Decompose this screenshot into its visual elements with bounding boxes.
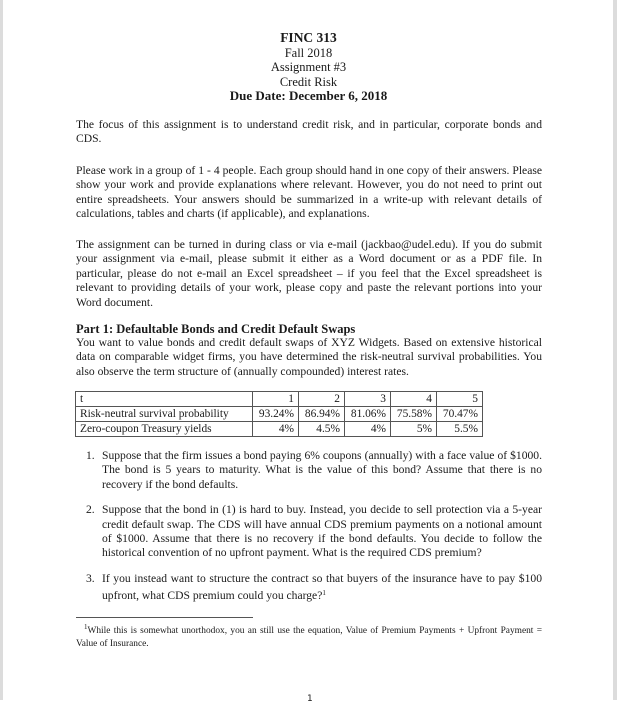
table-cell: Zero-coupon Treasury yields [76, 422, 253, 437]
table-cell: 5% [391, 422, 437, 437]
question-item [76, 449, 542, 492]
survival-yield-table [75, 391, 483, 437]
table-cell: 3 [345, 392, 391, 407]
table-cell: 5 [437, 392, 483, 407]
question-text: If you instead want to structure the contract so that buyers of the insurance have to pay $100 upfront, what CDS premium could you charge? [102, 571, 542, 603]
table-cell: 81.06% [345, 407, 391, 422]
table-cell: 70.47% [437, 407, 483, 422]
question-item [76, 572, 542, 604]
table-cell: 4 [391, 392, 437, 407]
question-text: Suppose that the bond in (1) is hard to buy. Instead, you decide to sell protection via a 5-year credit default swap. The CDS will have annual CDS premium payments on a notional amount of $1000. Assume that there is no recovery if the bond defaults. You decide to follow the historical convention of no upfront payment. What is the required CDS premium? [102, 503, 542, 560]
topic: Credit Risk [279, 74, 338, 89]
footnote [76, 621, 542, 650]
table-cell: 2 [299, 392, 345, 407]
table-cell: 86.94% [299, 407, 345, 422]
question-number: 3. [86, 571, 95, 585]
document-header [0, 31, 617, 104]
footnote-divider [76, 617, 253, 618]
table-cell: t [76, 392, 253, 407]
table-header-row [76, 392, 483, 407]
table-row [76, 422, 483, 437]
table-cell: 75.58% [391, 407, 437, 422]
question-list [76, 449, 542, 604]
due-date: Due Date: December 6, 2018 [229, 88, 388, 103]
intro-groups-paragraph: Please work in a group of 1 - 4 people. Each group should hand in one copy of their answers. Please show your work and provide explanations where relevant. However, you do not need to print out entire spreadsheets. Your answers should be summarized in a write-up with relevant details of calculations, tables and charts (if applicable), and explanations. [76, 164, 542, 221]
assignment-number: Assignment #3 [270, 60, 347, 74]
question-item [76, 503, 542, 561]
table-cell: 4% [253, 422, 299, 437]
term: Fall 2018 [284, 45, 333, 60]
table-cell: 4% [345, 422, 391, 437]
intro-submission-paragraph: The assignment can be turned in during class or via e-mail (jackbao@udel.edu). If you do submit your assignment via e-mail, please submit it either as a Word document or as a PDF file. In particular, please do not e-mail an Excel spreadsheet – if you feel that the Excel spreadsheet is relevant to providing details of your work, please copy and paste the relevant portions into your Word document. [76, 238, 542, 309]
table-cell: 1 [253, 392, 299, 407]
question-number: 1. [86, 449, 95, 462]
table-row [76, 407, 483, 422]
page-number: 1 [307, 694, 313, 704]
intro-focus-paragraph: The focus of this assignment is to understand credit risk, and in particular, corporate bonds and CDS. [76, 118, 542, 146]
question-text: Suppose that the firm issues a bond paying 6% coupons (annually) with a face value of $1000. The bond is 5 years to maturity. What is the value of this bond? Assume that there is no recovery if the bond defaults. [102, 449, 542, 491]
table-cell: 93.24% [253, 407, 299, 422]
course-title: FINC 313 [280, 30, 337, 45]
footnote-mark: 1 [84, 623, 88, 631]
part1-description: You want to value bonds and credit default swaps of XYZ Widgets. Based on extensive historical data on comparable widget firms, you have determined the risk-neutral survival probabilities. You also observe the term structure of (annually compounded) interest rates. [76, 336, 542, 378]
table-cell: 4.5% [299, 422, 345, 437]
footnote-reference: 1 [322, 589, 326, 598]
part1-title: Part 1: Defaultable Bonds and Credit Default Swaps [76, 322, 356, 336]
footnote-text: While this is somewhat unorthodox, you an still use the equation, Value of Premium Payments + Upfront Payment = Value of Insurance. [76, 626, 542, 649]
table-cell: 5.5% [437, 422, 483, 437]
table-cell: Risk-neutral survival probability [76, 407, 253, 422]
question-number: 2. [86, 503, 95, 517]
